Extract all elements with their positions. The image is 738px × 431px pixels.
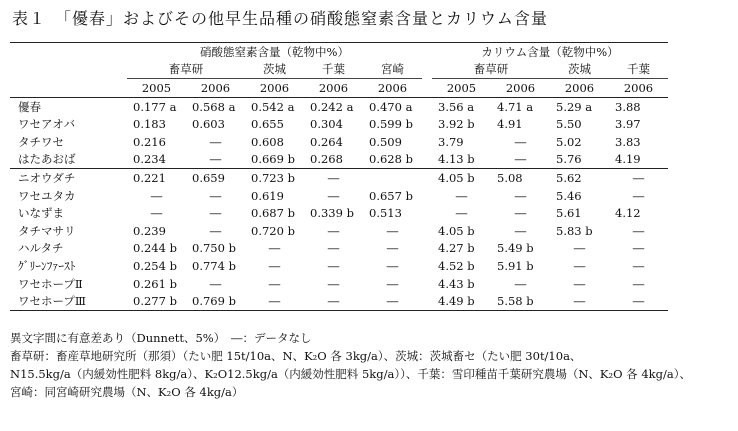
column-gap	[422, 257, 432, 275]
row-label: はたあおば	[18, 152, 76, 167]
value-cell: ―	[209, 276, 222, 291]
year-header-row	[10, 79, 668, 98]
value-cell: ―	[327, 241, 340, 256]
value-cell: 0.261 b	[133, 276, 177, 291]
row-label: ハルタチ	[18, 241, 64, 256]
table-title: 表１ 「優春」およびその他早生品種の硝酸態窒素含量とカリウム含量	[12, 9, 548, 28]
value-cell: 0.177 a	[133, 99, 177, 114]
value-cell: ―	[609, 292, 668, 310]
value-cell: 5.08	[491, 169, 550, 187]
table-row	[10, 257, 668, 275]
table-row	[10, 115, 668, 133]
value-cell: ―	[632, 223, 645, 238]
value-cell: 0.221	[127, 169, 186, 187]
value-cell: 0.769 b	[186, 292, 245, 310]
year-header: 2006	[245, 79, 304, 98]
row-label: ｸﾞﾘｰﾝﾌｧｰｽﾄ	[18, 258, 76, 273]
column-gap	[422, 275, 432, 293]
value-cell: 0.628 b	[369, 152, 413, 167]
year-header: 2006	[491, 79, 550, 98]
value-cell: 0.655	[251, 117, 284, 132]
value-cell: ―	[327, 258, 340, 273]
value-cell: ―	[268, 241, 281, 256]
value-cell: ―	[514, 152, 527, 167]
value-cell: ―	[245, 292, 304, 310]
value-cell: 4.19	[615, 152, 641, 167]
site-header: 畜草研	[127, 61, 245, 79]
value-cell: 0.619	[251, 188, 284, 203]
value-cell: 5.61	[556, 206, 582, 221]
value-cell: ―	[209, 206, 222, 221]
value-cell	[363, 169, 422, 187]
row-label: ワセホープⅡ	[18, 276, 83, 291]
value-cell: ―	[209, 134, 222, 149]
value-cell: ―	[514, 223, 527, 238]
value-cell: ―	[209, 223, 222, 238]
value-cell: 3.92 b	[438, 117, 475, 132]
value-cell: ―	[363, 292, 422, 310]
value-cell: 0.720 b	[251, 223, 295, 238]
value-cell: 4.52 b	[438, 258, 475, 273]
row-label: ワセアオバ	[18, 117, 76, 132]
year-header: 2006	[186, 79, 245, 98]
site-header: 宮崎	[363, 61, 422, 79]
value-cell: 5.91 b	[497, 258, 534, 273]
year-header: 2005	[432, 79, 491, 98]
table-row	[10, 204, 668, 222]
value-cell: 5.29 a	[556, 99, 593, 114]
value-cell: 0.568 a	[192, 99, 236, 114]
row-label: ワセユタカ	[18, 188, 76, 203]
value-cell: 3.97	[615, 117, 641, 132]
value-cell: ―	[209, 152, 222, 167]
value-cell: 0.603	[192, 117, 225, 132]
table-row	[10, 292, 668, 310]
column-gap	[422, 115, 432, 133]
row-label: タチマサリ	[18, 223, 76, 238]
table-row	[10, 222, 668, 240]
value-cell: 5.50	[556, 117, 582, 132]
value-cell: 0.254 b	[133, 258, 177, 273]
column-gap	[422, 222, 432, 240]
value-cell: ―	[386, 276, 399, 291]
value-cell: 0.268	[310, 152, 343, 167]
table-row	[10, 97, 668, 115]
value-cell: ―	[632, 241, 645, 256]
value-cell: ―	[573, 241, 586, 256]
value-cell: ―	[209, 188, 222, 203]
value-cell: ―	[268, 276, 281, 291]
table-row	[10, 151, 668, 169]
value-cell: 4.49 b	[432, 292, 491, 310]
value-cell: 4.27 b	[438, 241, 475, 256]
site-header: 茨城	[245, 61, 304, 79]
group-header-potassium: カリウム含量（乾物中%）	[481, 44, 619, 59]
value-cell: ―	[304, 169, 363, 187]
value-cell: ―	[632, 276, 645, 291]
site-header: 千葉	[609, 61, 668, 79]
value-cell: 4.91	[497, 117, 523, 132]
value-cell: 5.76	[556, 152, 582, 167]
year-header: 2006	[304, 79, 363, 98]
value-cell: 5.46	[556, 188, 582, 203]
value-cell: 3.56 a	[438, 99, 475, 114]
row-label: タチワセ	[18, 134, 64, 149]
value-cell: ―	[514, 206, 527, 221]
value-cell: 0.277 b	[127, 292, 186, 310]
row-label: ニオウダチ	[10, 169, 127, 187]
year-header: 2006	[609, 79, 668, 98]
value-cell: ―	[386, 258, 399, 273]
value-cell: 0.774 b	[192, 258, 236, 273]
table-row	[10, 169, 668, 187]
year-header: 2006	[363, 79, 422, 98]
value-cell: 0.657 b	[369, 188, 413, 203]
value-cell: 0.687 b	[251, 206, 295, 221]
value-cell: 4.71 a	[497, 99, 534, 114]
value-cell: 0.244 b	[133, 241, 177, 256]
footnote: 畜草研：畜産草地研究所（那須）（たい肥 15t/10a、N、K₂O 各 3kg/a）、茨城：茨城畜セ（たい肥 30t/10a、	[10, 349, 582, 363]
group-header-row	[10, 43, 668, 61]
value-cell: 4.12	[615, 206, 641, 221]
value-cell: 0.304	[310, 117, 343, 132]
value-cell: ―	[455, 188, 468, 203]
value-cell: 0.599 b	[369, 117, 413, 132]
row-label: ワセホープⅢ	[10, 292, 127, 310]
value-cell: ―	[514, 276, 527, 291]
table-body	[10, 97, 668, 310]
data-table	[10, 42, 668, 311]
row-label: いなずま	[18, 206, 64, 221]
year-header: 2006	[550, 79, 609, 98]
value-cell: ―	[386, 241, 399, 256]
value-cell: 5.62	[550, 169, 609, 187]
column-gap	[422, 169, 432, 187]
value-cell: 5.49 b	[497, 241, 534, 256]
row-label: 優春	[18, 99, 41, 114]
site-header: 千葉	[304, 61, 363, 79]
year-header: 2005	[127, 79, 186, 98]
table-row	[10, 133, 668, 151]
value-cell: 4.43 b	[438, 276, 475, 291]
value-cell: 3.83	[615, 134, 641, 149]
value-cell: 5.58 b	[491, 292, 550, 310]
site-header: 畜草研	[432, 61, 550, 79]
footnote: 宮崎：同宮崎研究農場（N、K₂O 各 4kg/a）	[10, 385, 244, 399]
column-gap	[422, 151, 432, 169]
footnote: N15.5kg/a（内緩効性肥料 8kg/a）、K₂O12.5kg/a（内緩効性肥料 5kg/a））、千葉：雪印種苗千葉研究農場（N、K₂O 各 4kg/a）、	[10, 367, 691, 381]
value-cell: ―	[514, 188, 527, 203]
value-cell: 0.239	[133, 223, 166, 238]
footnote: 異文字間に有意差あり（Dunnett、5%） ―：データなし	[10, 331, 312, 345]
value-cell: 4.05 b	[432, 169, 491, 187]
value-cell: ―	[632, 188, 645, 203]
value-cell: 0.339 b	[310, 206, 354, 221]
column-gap	[422, 204, 432, 222]
value-cell: ―	[550, 292, 609, 310]
value-cell: ―	[327, 223, 340, 238]
table-row	[10, 240, 668, 258]
value-cell: ―	[514, 134, 527, 149]
column-gap	[422, 187, 432, 205]
value-cell: 3.88	[615, 99, 641, 114]
value-cell: 0.509	[369, 134, 402, 149]
site-header-row	[10, 61, 668, 79]
site-header: 茨城	[550, 61, 609, 79]
value-cell: 0.242 a	[310, 99, 354, 114]
value-cell: ―	[632, 258, 645, 273]
table-row	[10, 187, 668, 205]
table-row	[10, 275, 668, 293]
value-cell: 0.234	[133, 152, 166, 167]
value-cell: ―	[573, 258, 586, 273]
value-cell: 5.02	[556, 134, 582, 149]
column-gap	[422, 97, 432, 115]
value-cell: 0.264	[310, 134, 343, 149]
value-cell: 0.183	[133, 117, 166, 132]
value-cell: ―	[573, 276, 586, 291]
value-cell: 0.750 b	[192, 241, 236, 256]
footnotes	[10, 329, 691, 401]
value-cell: ―	[386, 223, 399, 238]
value-cell: 0.542 a	[251, 99, 295, 114]
value-cell: 0.513	[369, 206, 402, 221]
value-cell: ―	[268, 258, 281, 273]
value-cell: 5.83 b	[556, 223, 593, 238]
value-cell: ―	[609, 169, 668, 187]
value-cell: 0.608	[251, 134, 284, 149]
value-cell: ―	[150, 188, 163, 203]
value-cell: 0.659	[186, 169, 245, 187]
value-cell: 3.79	[438, 134, 464, 149]
value-cell: 0.216	[133, 134, 166, 149]
value-cell: 4.05 b	[438, 223, 475, 238]
value-cell: 0.723 b	[245, 169, 304, 187]
column-gap	[422, 292, 432, 310]
value-cell: ―	[327, 188, 340, 203]
value-cell: ―	[455, 206, 468, 221]
value-cell: 0.470 a	[369, 99, 413, 114]
column-gap	[422, 240, 432, 258]
value-cell: ―	[304, 292, 363, 310]
value-cell: 0.669 b	[251, 152, 295, 167]
value-cell: ―	[150, 206, 163, 221]
group-header-nitrate: 硝酸態窒素含量（乾物中%）	[200, 44, 349, 59]
value-cell: ―	[327, 276, 340, 291]
value-cell: 4.13 b	[438, 152, 475, 167]
column-gap	[422, 133, 432, 151]
